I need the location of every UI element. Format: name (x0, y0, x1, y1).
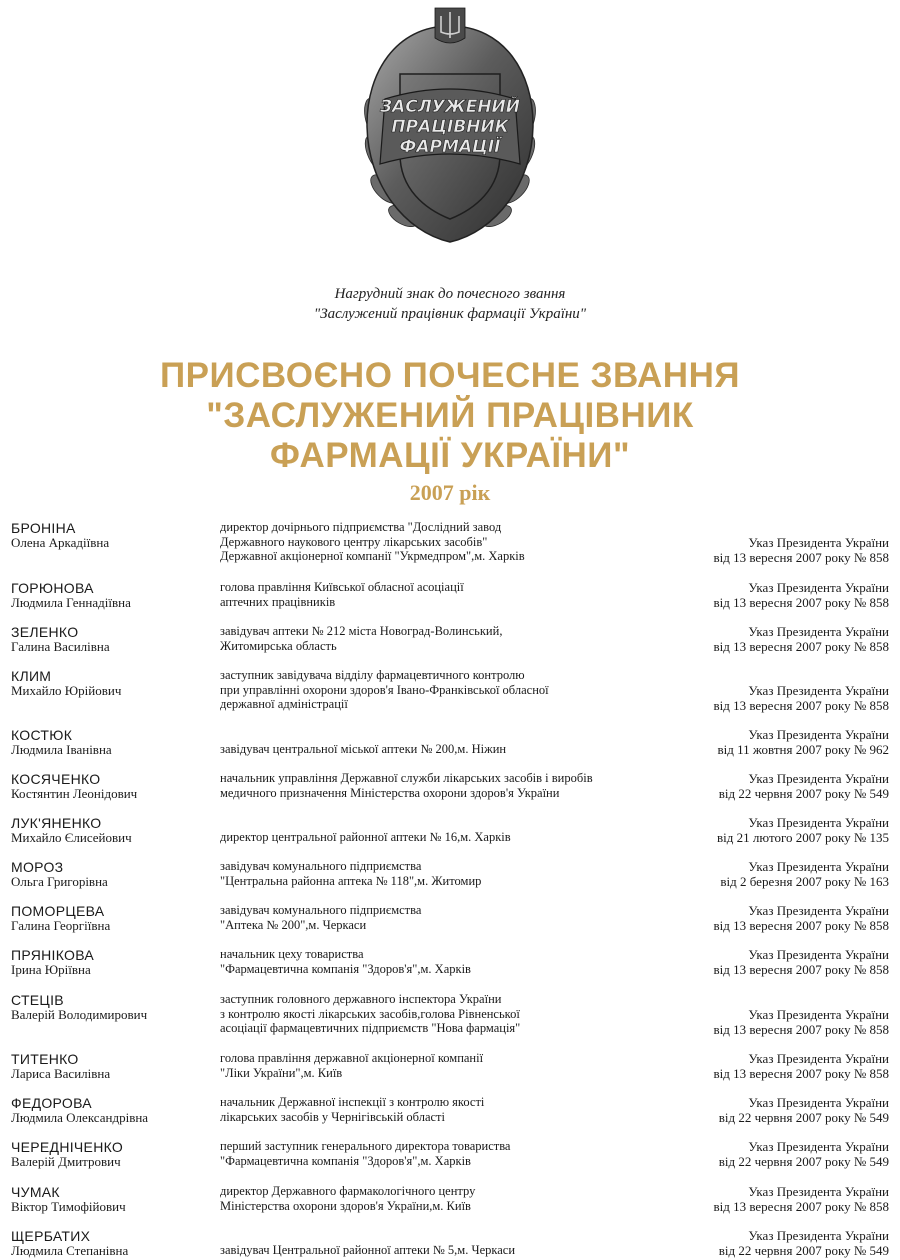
awardee-position-line: заступник завідувача відділу фармацевтичного контролю (220, 668, 525, 682)
decree-title: Указ Президента України (748, 1228, 889, 1243)
badge-text-3: ФАРМАЦІЇ (399, 137, 501, 157)
awardee-position-line (220, 815, 511, 830)
decree-title: Указ Президента України (748, 815, 889, 830)
decree-date: від 13 вересня 2007 року № 858 (713, 962, 889, 977)
decree-title: Указ Президента України (748, 903, 889, 918)
badge-caption-line-1: Нагрудний знак до почесного звання (334, 286, 566, 302)
awardee-surname: ГОРЮНОВА (11, 580, 94, 596)
awardee-given-name: Валерій Володимирович (11, 1007, 148, 1022)
badge-text-2: ПРАЦІВНИК (391, 117, 509, 137)
awardee-position (220, 624, 502, 653)
awardee-position-line: начальник Державної інспекції з контролю якості (220, 1095, 485, 1109)
awardee-position (220, 1051, 483, 1080)
awardee-position-line: директор дочірнього підприємства "Дослідний завод (220, 520, 502, 534)
awardee-position (220, 1095, 484, 1124)
awardee-given-name: Галина Василівна (11, 639, 110, 654)
awardee-given-name: Ірина Юріївна (11, 962, 91, 977)
awardee-given-name: Людмила Степанівна (11, 1243, 129, 1258)
awardee-position (220, 1139, 511, 1168)
awardee-position (220, 1184, 475, 1213)
awardee-position (220, 1228, 515, 1257)
awardee-position-line: Державного наукового центру лікарських засобів" (220, 534, 488, 549)
awardee-position-line: завідувач аптеки № 212 міста Новоград-Волинський, (220, 624, 503, 638)
awardee-position-line: начальник цеху товариства (220, 947, 364, 961)
awardee-position-line: при управлінні охорони здоров'я Івано-Франківської обласної (220, 682, 549, 697)
decree-date: від 22 червня 2007 року № 549 (718, 786, 889, 801)
awardee-position (220, 771, 593, 800)
awardee-position-line: "Ліки України",м. Київ (220, 1065, 343, 1080)
awardee-surname: ЩЕРБАТИХ (11, 1228, 91, 1244)
awardee-position (220, 903, 421, 932)
badge-caption-line-2: "Заслужений працівник фармації України" (313, 306, 587, 322)
awardee-given-name: Костянтин Леонідович (11, 786, 138, 801)
awardee-position-line: завідувач Центральної районної аптеки № 5,м. Черкаси (220, 1242, 516, 1257)
awardee-given-name: Людмила Олександрівна (11, 1110, 149, 1125)
awardee-position (220, 992, 520, 1036)
awardee-position-line: завідувач комунального підприємства (220, 859, 422, 873)
awardee-position-line: Житомирська область (220, 638, 337, 653)
decree-date: від 13 вересня 2007 року № 858 (713, 1066, 889, 1081)
awardee-position-line: асоціації фармацевтичних підприємств "Нова фармація" (220, 1021, 521, 1035)
badge-text-1: ЗАСЛУЖЕНИЙ (379, 97, 521, 117)
decree-date: від 13 вересня 2007 року № 858 (713, 1199, 889, 1214)
awardee-position-line: аптечних працівників (220, 594, 336, 609)
awardee-position-line: "Фармацевтична компанія "Здоров'я",м. Харків (220, 1153, 471, 1168)
awardee-position-line: "Аптека № 200",м. Черкаси (220, 917, 367, 932)
decree-title: Указ Президента України (748, 1184, 889, 1199)
awardee-given-name: Віктор Тимофійович (11, 1199, 126, 1214)
awardee-given-name: Лариса Василівна (11, 1066, 111, 1081)
awardee-position (220, 580, 464, 609)
decree-title: Указ Президента України (748, 947, 889, 962)
awardee-surname: ПРЯНІКОВА (11, 947, 95, 963)
awardee-position-line (220, 727, 506, 742)
awardee-given-name: Михайло Єлисейович (11, 830, 132, 845)
decree-date: від 13 вересня 2007 року № 858 (713, 595, 889, 610)
awardee-position-line: голова правління Київської обласної асоціації (220, 580, 464, 594)
awardee-position (220, 668, 549, 712)
decree-title: Указ Президента України (748, 1007, 889, 1022)
decree-date: від 21 лютого 2007 року № 135 (717, 830, 889, 845)
awardee-surname: ЧУМАК (11, 1184, 60, 1200)
awardee-position-line: начальник управління Державної служби лікарських засобів і виробів (220, 771, 593, 785)
awardee-surname: КЛИМ (11, 668, 52, 684)
awardee-position (220, 859, 481, 888)
decree-title: Указ Президента України (748, 727, 889, 742)
decree-date: від 13 вересня 2007 року № 858 (713, 639, 889, 654)
awardee-surname: МОРОЗ (11, 859, 64, 875)
headline-line-3: ФАРМАЦІЇ УКРАЇНИ" (269, 436, 631, 475)
awardee-position-line: директор центральної районної аптеки № 16,м. Харків (220, 829, 511, 844)
awardee-position-line: голова правління державної акціонерної компанії (220, 1051, 484, 1065)
awardee-position-line: медичного призначення Міністерства охорони здоров'я України (220, 785, 560, 800)
awardee-surname: ЧЕРЕДНІЧЕНКО (11, 1139, 124, 1155)
awardee-position-line: заступник головного державного інспектора України (220, 992, 502, 1006)
awardee-given-name: Валерій Дмитрович (11, 1154, 121, 1169)
awardee-surname: ТИТЕНКО (11, 1051, 79, 1067)
awardee-given-name: Олена Аркадіївна (11, 535, 110, 550)
awardee-position-line: перший заступник генерального директора товариства (220, 1139, 511, 1153)
decree-title: Указ Президента України (748, 580, 889, 595)
decree-title: Указ Президента України (748, 1139, 889, 1154)
awardee-position-line: Державної акціонерної компанії "Укрмедпром",м. Харків (220, 549, 525, 563)
awardee-surname: КОСЯЧЕНКО (11, 771, 101, 787)
awardee-position (220, 947, 471, 976)
decree-title: Указ Президента України (748, 535, 889, 550)
awardee-surname: ЗЕЛЕНКО (11, 624, 79, 640)
decree-date: від 13 вересня 2007 року № 858 (713, 918, 889, 933)
awardee-position-line: директор Державного фармакологічного центру (220, 1184, 476, 1198)
awardee-position-line: "Центральна районна аптека № 118",м. Житомир (220, 873, 482, 888)
decree-date: від 13 вересня 2007 року № 858 (713, 1022, 889, 1037)
awardee-position (220, 727, 506, 756)
decree-date: від 22 червня 2007 року № 549 (718, 1154, 889, 1169)
awardee-surname: ПОМОРЦЕВА (11, 903, 105, 919)
awardee-position (220, 815, 511, 844)
headline-line-1: ПРИСВОЄНО ПОЧЕСНЕ ЗВАННЯ (159, 356, 741, 395)
decree-title: Указ Президента України (748, 1051, 889, 1066)
awardee-position-line: з контролю якості лікарських засобів,голова Рівненської (220, 1006, 520, 1021)
awardee-position (220, 520, 525, 564)
decree-title: Указ Президента України (748, 683, 889, 698)
decree-title: Указ Президента України (748, 771, 889, 786)
decree-title: Указ Президента України (748, 1095, 889, 1110)
decree-title: Указ Президента України (748, 859, 889, 874)
awardee-given-name: Галина Георгіївна (11, 918, 111, 933)
awardee-given-name: Михайло Юрійович (11, 683, 122, 698)
awardee-surname: ЛУК'ЯНЕНКО (11, 815, 102, 831)
awardee-position-line: лікарських засобів у Чернігівській області (220, 1109, 445, 1124)
year-heading: 2007 рік (409, 480, 491, 505)
awardee-surname: КОСТЮК (11, 727, 73, 743)
awardee-position-line: "Фармацевтична компанія "Здоров'я",м. Харків (220, 961, 471, 976)
awardee-surname: СТЕЦІВ (11, 992, 64, 1008)
awardee-position-line: завідувач центральної міської аптеки № 200,м. Ніжин (220, 741, 507, 756)
decree-date: від 13 вересня 2007 року № 858 (713, 550, 889, 565)
awardee-position-line: завідувач комунального підприємства (220, 903, 422, 917)
awardee-surname: ФЕДОРОВА (11, 1095, 92, 1111)
decree-date: від 11 жовтня 2007 року № 962 (717, 742, 889, 757)
awardee-position-line (220, 1228, 515, 1243)
awardee-position-line: державної адміністрації (220, 697, 348, 711)
awardee-given-name: Ольга Григорівна (11, 874, 108, 889)
awardee-surname: БРОНІНА (11, 520, 76, 536)
headline-line-2: "ЗАСЛУЖЕНИЙ ПРАЦІВНИК (206, 396, 694, 435)
decree-title: Указ Президента України (748, 624, 889, 639)
decree-date: від 22 червня 2007 року № 549 (718, 1110, 889, 1125)
decree-date: від 2 березня 2007 року № 163 (720, 874, 889, 889)
awardee-given-name: Людмила Геннадіївна (11, 595, 131, 610)
decree-date: від 22 червня 2007 року № 549 (718, 1243, 889, 1258)
awardee-position-line: Міністерства охорони здоров'я України,м. Київ (220, 1198, 471, 1213)
decree-date: від 13 вересня 2007 року № 858 (713, 698, 889, 713)
awardee-given-name: Людмила Іванівна (11, 742, 112, 757)
